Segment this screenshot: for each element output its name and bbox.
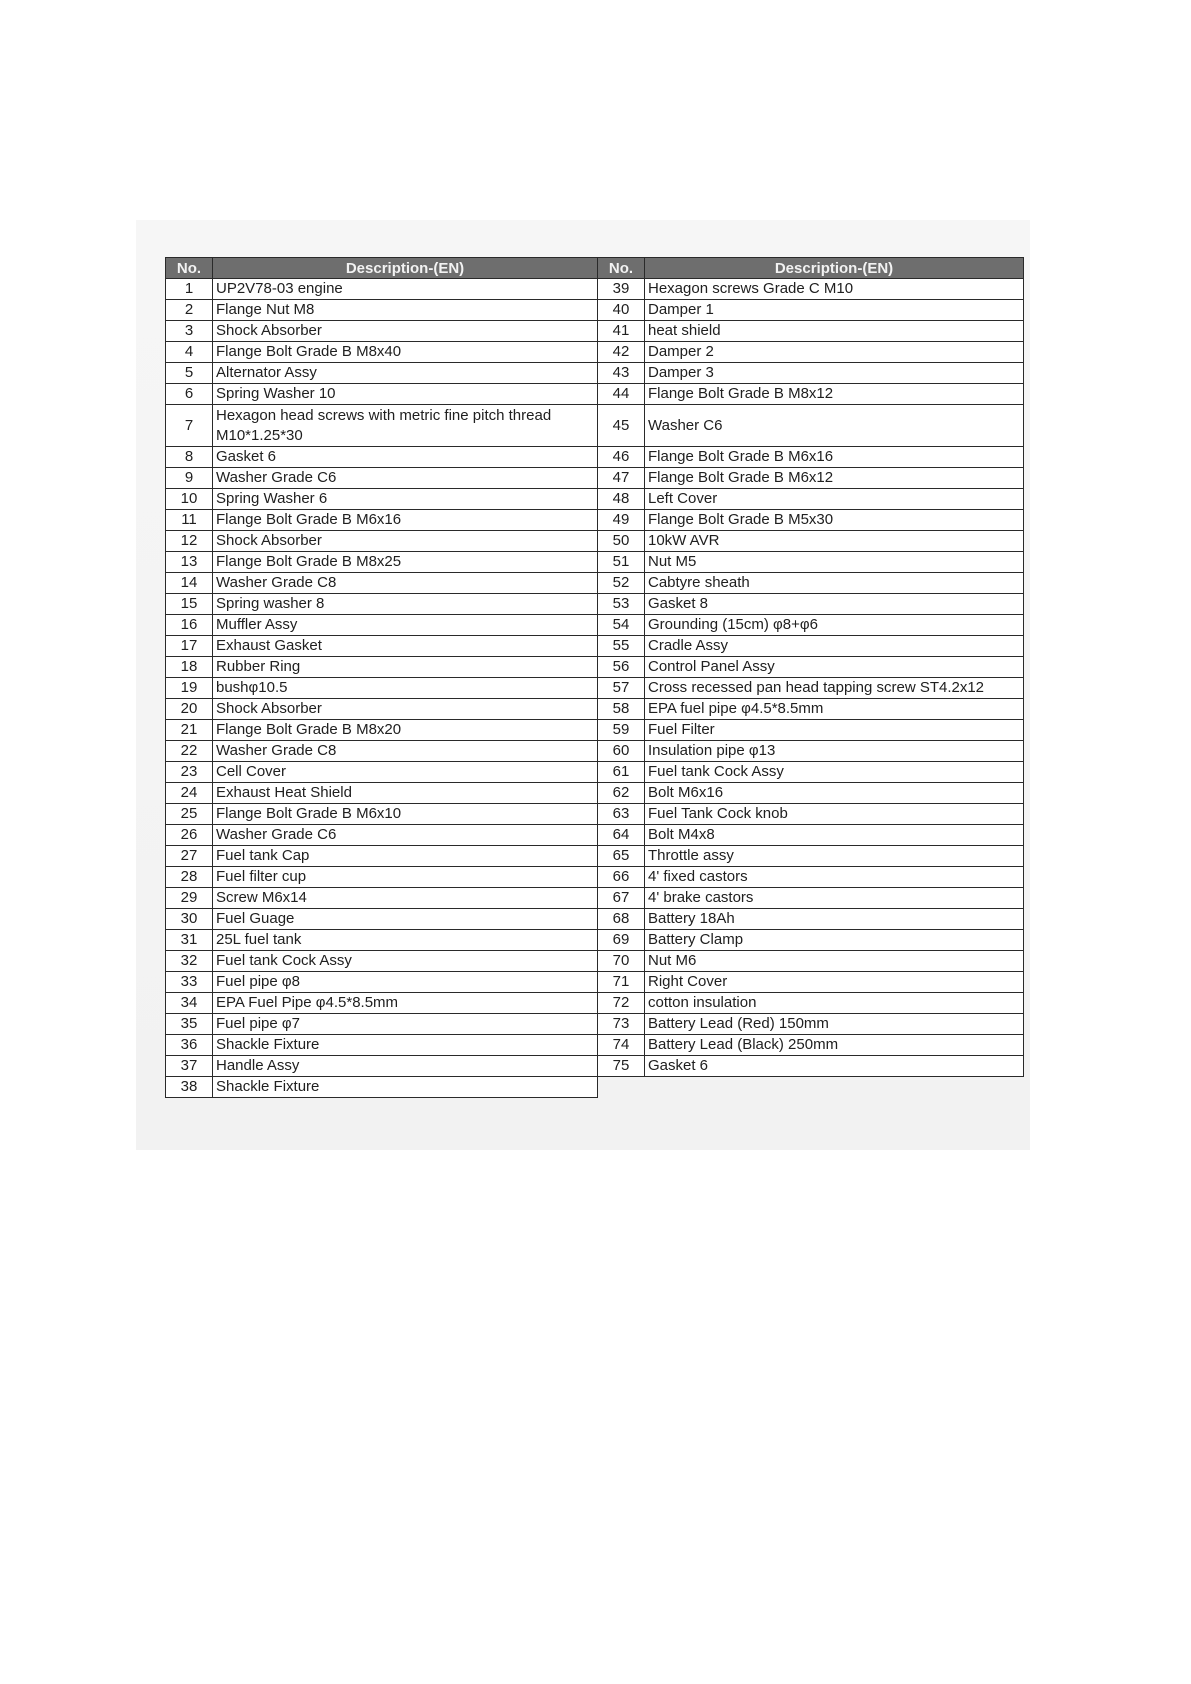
part-number: 4 [166,342,213,363]
part-number: 55 [598,636,645,657]
part-number: 1 [166,279,213,300]
part-description: Shock Absorber [213,699,598,720]
table-row [166,594,598,615]
table-row [598,594,1024,615]
part-description: Flange Nut M8 [213,300,598,321]
part-description: Rubber Ring [213,657,598,678]
part-description: 4' brake castors [645,888,1024,909]
table-row [166,720,598,741]
part-number: 69 [598,930,645,951]
part-number: 66 [598,867,645,888]
table-row [598,468,1024,489]
part-number: 28 [166,867,213,888]
part-number: 3 [166,321,213,342]
part-number: 16 [166,615,213,636]
table-row [166,699,598,720]
part-description: Bolt M4x8 [645,825,1024,846]
part-description: Handle Assy [213,1056,598,1077]
part-number: 39 [598,279,645,300]
part-description: UP2V78-03 engine [213,279,598,300]
table-row [166,825,598,846]
part-number: 47 [598,468,645,489]
part-description: Fuel tank Cap [213,846,598,867]
part-description: Muffler Assy [213,615,598,636]
part-number: 33 [166,972,213,993]
part-description: Fuel Filter [645,720,1024,741]
part-description: Nut M5 [645,552,1024,573]
table-row [598,447,1024,468]
part-description: Fuel Tank Cock knob [645,804,1024,825]
part-description: Fuel pipe φ8 [213,972,598,993]
table-row [166,552,598,573]
part-number: 54 [598,615,645,636]
part-number: 37 [166,1056,213,1077]
table-row [598,636,1024,657]
part-description: Grounding (15cm) φ8+φ6 [645,615,1024,636]
table-row [166,489,598,510]
part-description: Shackle Fixture [213,1077,598,1098]
table-row [598,1056,1024,1077]
part-description: Cross recessed pan head tapping screw ST4.2x12 [645,678,1024,699]
table-row [166,468,598,489]
part-description: Damper 3 [645,363,1024,384]
table-row [166,1035,598,1056]
header-row [598,258,1024,279]
part-description: Exhaust Gasket [213,636,598,657]
part-description: Cradle Assy [645,636,1024,657]
part-number: 57 [598,678,645,699]
table-row [166,846,598,867]
part-description: Left Cover [645,489,1024,510]
part-description: 4' fixed castors [645,867,1024,888]
table-row [598,909,1024,930]
table-row [166,405,598,447]
header-row [166,258,598,279]
part-description: Control Panel Assy [645,657,1024,678]
header-description: Description-(EN) [213,258,598,279]
part-number: 11 [166,510,213,531]
table-row [598,657,1024,678]
part-number: 34 [166,993,213,1014]
part-number: 12 [166,531,213,552]
table-row [598,825,1024,846]
part-number: 60 [598,741,645,762]
table-row [598,804,1024,825]
table-row [598,972,1024,993]
table-row [166,510,598,531]
part-description: Spring washer 8 [213,594,598,615]
part-description: Hexagon head screws with metric fine pitch thread M10*1.25*30 [213,405,598,447]
part-number: 67 [598,888,645,909]
part-number: 8 [166,447,213,468]
table-row [166,363,598,384]
part-description: Gasket 6 [213,447,598,468]
part-number: 52 [598,573,645,594]
part-number: 36 [166,1035,213,1056]
part-description: cotton insulation [645,993,1024,1014]
part-number: 31 [166,930,213,951]
table-row [598,510,1024,531]
part-number: 49 [598,510,645,531]
table-row [166,993,598,1014]
part-number: 75 [598,1056,645,1077]
part-number: 73 [598,1014,645,1035]
part-number: 70 [598,951,645,972]
part-number: 43 [598,363,645,384]
table-row [166,930,598,951]
part-number: 65 [598,846,645,867]
table-row [598,678,1024,699]
part-description: Flange Bolt Grade B M6x16 [645,447,1024,468]
part-number: 53 [598,594,645,615]
table-row [166,447,598,468]
part-number: 64 [598,825,645,846]
table-row [166,342,598,363]
table-row [598,699,1024,720]
part-number: 40 [598,300,645,321]
table-row [166,300,598,321]
part-description: Fuel tank Cock Assy [213,951,598,972]
part-number: 46 [598,447,645,468]
part-number: 51 [598,552,645,573]
table-row [166,615,598,636]
part-number: 48 [598,489,645,510]
header-description: Description-(EN) [645,258,1024,279]
part-description: bushφ10.5 [213,678,598,699]
table-row [166,783,598,804]
part-description: Flange Bolt Grade B M8x40 [213,342,598,363]
part-description: Hexagon screws Grade C M10 [645,279,1024,300]
part-number: 6 [166,384,213,405]
part-number: 27 [166,846,213,867]
part-description: Flange Bolt Grade B M8x20 [213,720,598,741]
part-description: Alternator Assy [213,363,598,384]
table-row [166,531,598,552]
part-description: Battery Lead (Red) 150mm [645,1014,1024,1035]
table-row [598,489,1024,510]
part-number: 44 [598,384,645,405]
table-row [166,1077,598,1098]
part-number: 59 [598,720,645,741]
part-number: 19 [166,678,213,699]
part-number: 14 [166,573,213,594]
part-number: 62 [598,783,645,804]
part-description: Shock Absorber [213,321,598,342]
part-description: Bolt M6x16 [645,783,1024,804]
part-number: 17 [166,636,213,657]
parts-list-left [166,279,598,1098]
part-description: Shock Absorber [213,531,598,552]
part-number: 74 [598,1035,645,1056]
part-description: Fuel pipe φ7 [213,1014,598,1035]
part-description: Battery 18Ah [645,909,1024,930]
part-description: Flange Bolt Grade B M5x30 [645,510,1024,531]
table-row [598,1035,1024,1056]
table-row [598,531,1024,552]
part-description: Washer C6 [645,405,1024,447]
table-row [598,930,1024,951]
part-description: Washer Grade C8 [213,741,598,762]
parts-list-right [598,279,1024,1077]
part-description: Shackle Fixture [213,1035,598,1056]
part-description: Right Cover [645,972,1024,993]
table-row [166,279,598,300]
part-number: 18 [166,657,213,678]
table-row [166,1056,598,1077]
table-row [166,573,598,594]
part-description: Fuel tank Cock Assy [645,762,1024,783]
part-number: 56 [598,657,645,678]
table-row [166,867,598,888]
table-row [598,615,1024,636]
part-description: Battery Clamp [645,930,1024,951]
table-row [166,951,598,972]
table-row [598,300,1024,321]
part-description: Flange Bolt Grade B M8x12 [645,384,1024,405]
table-row [598,846,1024,867]
table-row [598,363,1024,384]
part-number: 5 [166,363,213,384]
table-row [598,951,1024,972]
part-description: Washer Grade C6 [213,468,598,489]
part-number: 15 [166,594,213,615]
part-number: 42 [598,342,645,363]
part-number: 35 [166,1014,213,1035]
part-number: 32 [166,951,213,972]
part-description: Battery Lead (Black) 250mm [645,1035,1024,1056]
part-description: Nut M6 [645,951,1024,972]
part-description: Flange Bolt Grade B M8x25 [213,552,598,573]
part-number: 30 [166,909,213,930]
part-description: Gasket 6 [645,1056,1024,1077]
table-row [598,321,1024,342]
part-description: Spring Washer 10 [213,384,598,405]
table-row [166,384,598,405]
part-number: 58 [598,699,645,720]
part-number: 72 [598,993,645,1014]
part-description: 25L fuel tank [213,930,598,951]
part-description: Washer Grade C8 [213,573,598,594]
part-description: Fuel Guage [213,909,598,930]
table-row [166,636,598,657]
table-row [166,804,598,825]
part-number: 38 [166,1077,213,1098]
part-number: 20 [166,699,213,720]
part-description: Flange Bolt Grade B M6x10 [213,804,598,825]
table-row [598,720,1024,741]
table-row [166,762,598,783]
part-number: 22 [166,741,213,762]
part-number: 68 [598,909,645,930]
part-number: 63 [598,804,645,825]
part-description: Insulation pipe φ13 [645,741,1024,762]
part-number: 29 [166,888,213,909]
part-number: 10 [166,489,213,510]
part-description: Screw M6x14 [213,888,598,909]
table-row [166,321,598,342]
table-row [166,657,598,678]
part-number: 7 [166,405,213,447]
part-description: Cell Cover [213,762,598,783]
part-description: EPA Fuel Pipe φ4.5*8.5mm [213,993,598,1014]
parts-table-left [165,257,598,1098]
table-row [598,279,1024,300]
part-description: EPA fuel pipe φ4.5*8.5mm [645,699,1024,720]
part-description: Flange Bolt Grade B M6x12 [645,468,1024,489]
table-row [166,678,598,699]
part-description: Gasket 8 [645,594,1024,615]
part-description: Fuel filter cup [213,867,598,888]
part-number: 26 [166,825,213,846]
table-row [598,888,1024,909]
table-row [598,405,1024,447]
table-row [166,909,598,930]
part-number: 50 [598,531,645,552]
part-number: 45 [598,405,645,447]
parts-table-right [597,257,1024,1077]
part-number: 13 [166,552,213,573]
part-description: Damper 2 [645,342,1024,363]
part-description: Cabtyre sheath [645,573,1024,594]
part-number: 24 [166,783,213,804]
header-no: No. [598,258,645,279]
table-row [598,867,1024,888]
part-number: 21 [166,720,213,741]
part-number: 23 [166,762,213,783]
part-number: 9 [166,468,213,489]
table-row [598,384,1024,405]
table-row [598,741,1024,762]
part-description: Spring Washer 6 [213,489,598,510]
part-description: Damper 1 [645,300,1024,321]
header-no: No. [166,258,213,279]
part-description: heat shield [645,321,1024,342]
part-number: 41 [598,321,645,342]
table-row [598,573,1024,594]
table-row [166,888,598,909]
part-number: 61 [598,762,645,783]
part-description: Washer Grade C6 [213,825,598,846]
part-description: Exhaust Heat Shield [213,783,598,804]
table-row [598,552,1024,573]
part-description: 10kW AVR [645,531,1024,552]
part-number: 71 [598,972,645,993]
part-number: 25 [166,804,213,825]
table-row [166,1014,598,1035]
part-description: Flange Bolt Grade B M6x16 [213,510,598,531]
table-row [598,342,1024,363]
part-number: 2 [166,300,213,321]
table-row [166,741,598,762]
part-description: Throttle assy [645,846,1024,867]
table-row [598,993,1024,1014]
table-row [598,1014,1024,1035]
table-row [598,762,1024,783]
table-row [166,972,598,993]
table-row [598,783,1024,804]
